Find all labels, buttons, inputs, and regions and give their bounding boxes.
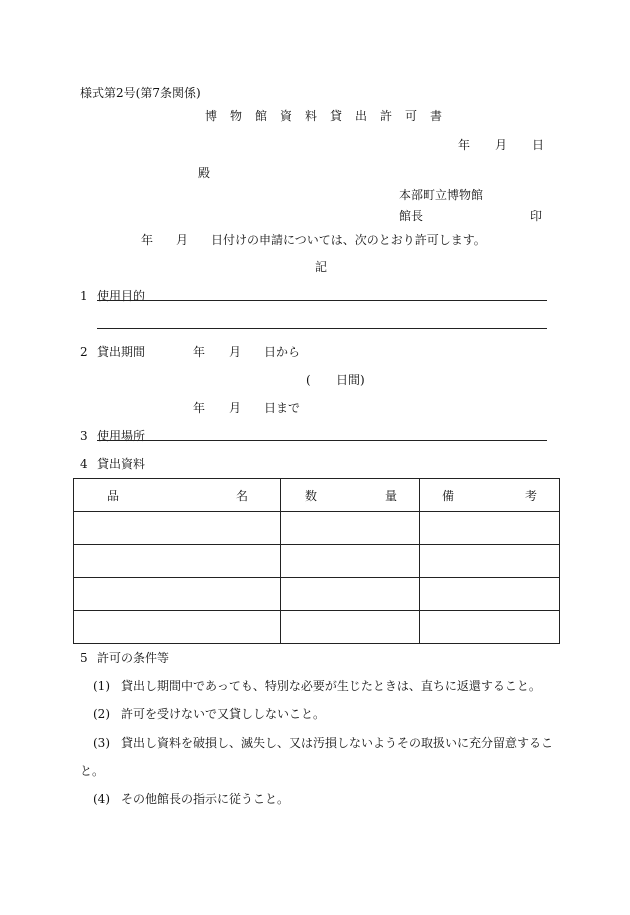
condition-1-number: (1) bbox=[93, 679, 110, 693]
table-cell[interactable] bbox=[74, 578, 281, 611]
intro-sentence: 日付けの申請については、次のとおり許可します。 bbox=[211, 233, 486, 247]
header-remarks-a: 備 bbox=[442, 488, 455, 503]
condition-4-text: その他館長の指示に従うこと。 bbox=[121, 792, 290, 806]
seal-mark: 印 bbox=[530, 209, 543, 223]
header-cell-item-name bbox=[74, 479, 281, 512]
from-year-label: 年 bbox=[193, 345, 206, 359]
item-4-number: 4 bbox=[80, 457, 88, 471]
table-cell[interactable] bbox=[420, 512, 560, 545]
item-1-label: 使用目的 bbox=[97, 289, 146, 303]
addressee-honorific: 殿 bbox=[198, 166, 211, 180]
days-label: 日間) bbox=[336, 373, 365, 387]
table-cell[interactable] bbox=[281, 578, 420, 611]
table-cell[interactable] bbox=[420, 611, 560, 644]
condition-2-text: 許可を受けないで又貸ししないこと。 bbox=[121, 707, 326, 721]
days-open-paren: ( bbox=[306, 373, 311, 387]
item-3-number: 3 bbox=[80, 429, 88, 443]
header-quantity-b: 量 bbox=[384, 488, 397, 503]
condition-2-number: (2) bbox=[93, 707, 110, 721]
table-cell[interactable] bbox=[74, 545, 281, 578]
item-5-label: 許可の条件等 bbox=[97, 651, 170, 665]
condition-1-text: 貸出し期間中であっても、特別な必要が生じたときは、直ちに返還すること。 bbox=[121, 679, 541, 693]
header-remarks-b: 考 bbox=[524, 488, 537, 503]
condition-4-number: (4) bbox=[93, 792, 110, 806]
from-month-label: 月 bbox=[229, 345, 242, 359]
table-cell[interactable] bbox=[281, 545, 420, 578]
item-4-label: 貸出資料 bbox=[97, 457, 146, 471]
table-cell[interactable] bbox=[74, 611, 281, 644]
header-cell-quantity bbox=[281, 479, 420, 512]
issuer-organization: 本部町立博物館 bbox=[399, 188, 484, 202]
header-item-name-b: 名 bbox=[235, 488, 248, 503]
to-year-label: 年 bbox=[193, 401, 206, 415]
table-row bbox=[74, 512, 560, 545]
ki-heading: 記 bbox=[315, 260, 328, 274]
date-day-label: 日 bbox=[532, 138, 545, 152]
table-cell[interactable] bbox=[420, 578, 560, 611]
table-row bbox=[74, 611, 560, 644]
item-3-label: 使用場所 bbox=[97, 429, 146, 443]
condition-3-number: (3) bbox=[93, 736, 110, 750]
header-cell-remarks bbox=[420, 479, 560, 512]
purpose-line-1 bbox=[97, 300, 547, 301]
item-2-label: 貸出期間 bbox=[97, 345, 146, 359]
date-month-label: 月 bbox=[495, 138, 508, 152]
to-month-label: 月 bbox=[229, 401, 242, 415]
document-title: 博物館資料貸出許可書 bbox=[205, 109, 456, 123]
table-cell[interactable] bbox=[281, 512, 420, 545]
condition-3-continuation: と。 bbox=[80, 764, 105, 778]
form-number: 様式第2号(第7条関係) bbox=[80, 86, 201, 100]
item-1-number: 1 bbox=[80, 289, 88, 303]
intro-month-label: 月 bbox=[176, 233, 189, 247]
item-5-number: 5 bbox=[80, 651, 88, 665]
condition-3-text: 貸出し資料を破損し、滅失し、又は汚損しないようその取扱いに充分留意するこ bbox=[121, 736, 554, 750]
to-day-label: 日まで bbox=[264, 401, 301, 415]
table-header-row bbox=[74, 479, 560, 512]
intro-year-label: 年 bbox=[141, 233, 154, 247]
table-row bbox=[74, 545, 560, 578]
place-line bbox=[97, 440, 547, 441]
from-day-label: 日から bbox=[264, 345, 301, 359]
item-2-number: 2 bbox=[80, 345, 88, 359]
header-quantity-a: 数 bbox=[305, 488, 318, 503]
table-row bbox=[74, 578, 560, 611]
issuer-role: 館長 bbox=[399, 209, 424, 223]
materials-table bbox=[73, 478, 560, 644]
table-cell[interactable] bbox=[281, 611, 420, 644]
header-item-name-a: 品 bbox=[107, 488, 120, 503]
purpose-line-2 bbox=[97, 328, 547, 329]
table-cell[interactable] bbox=[74, 512, 281, 545]
table-cell[interactable] bbox=[420, 545, 560, 578]
date-year-label: 年 bbox=[458, 138, 471, 152]
